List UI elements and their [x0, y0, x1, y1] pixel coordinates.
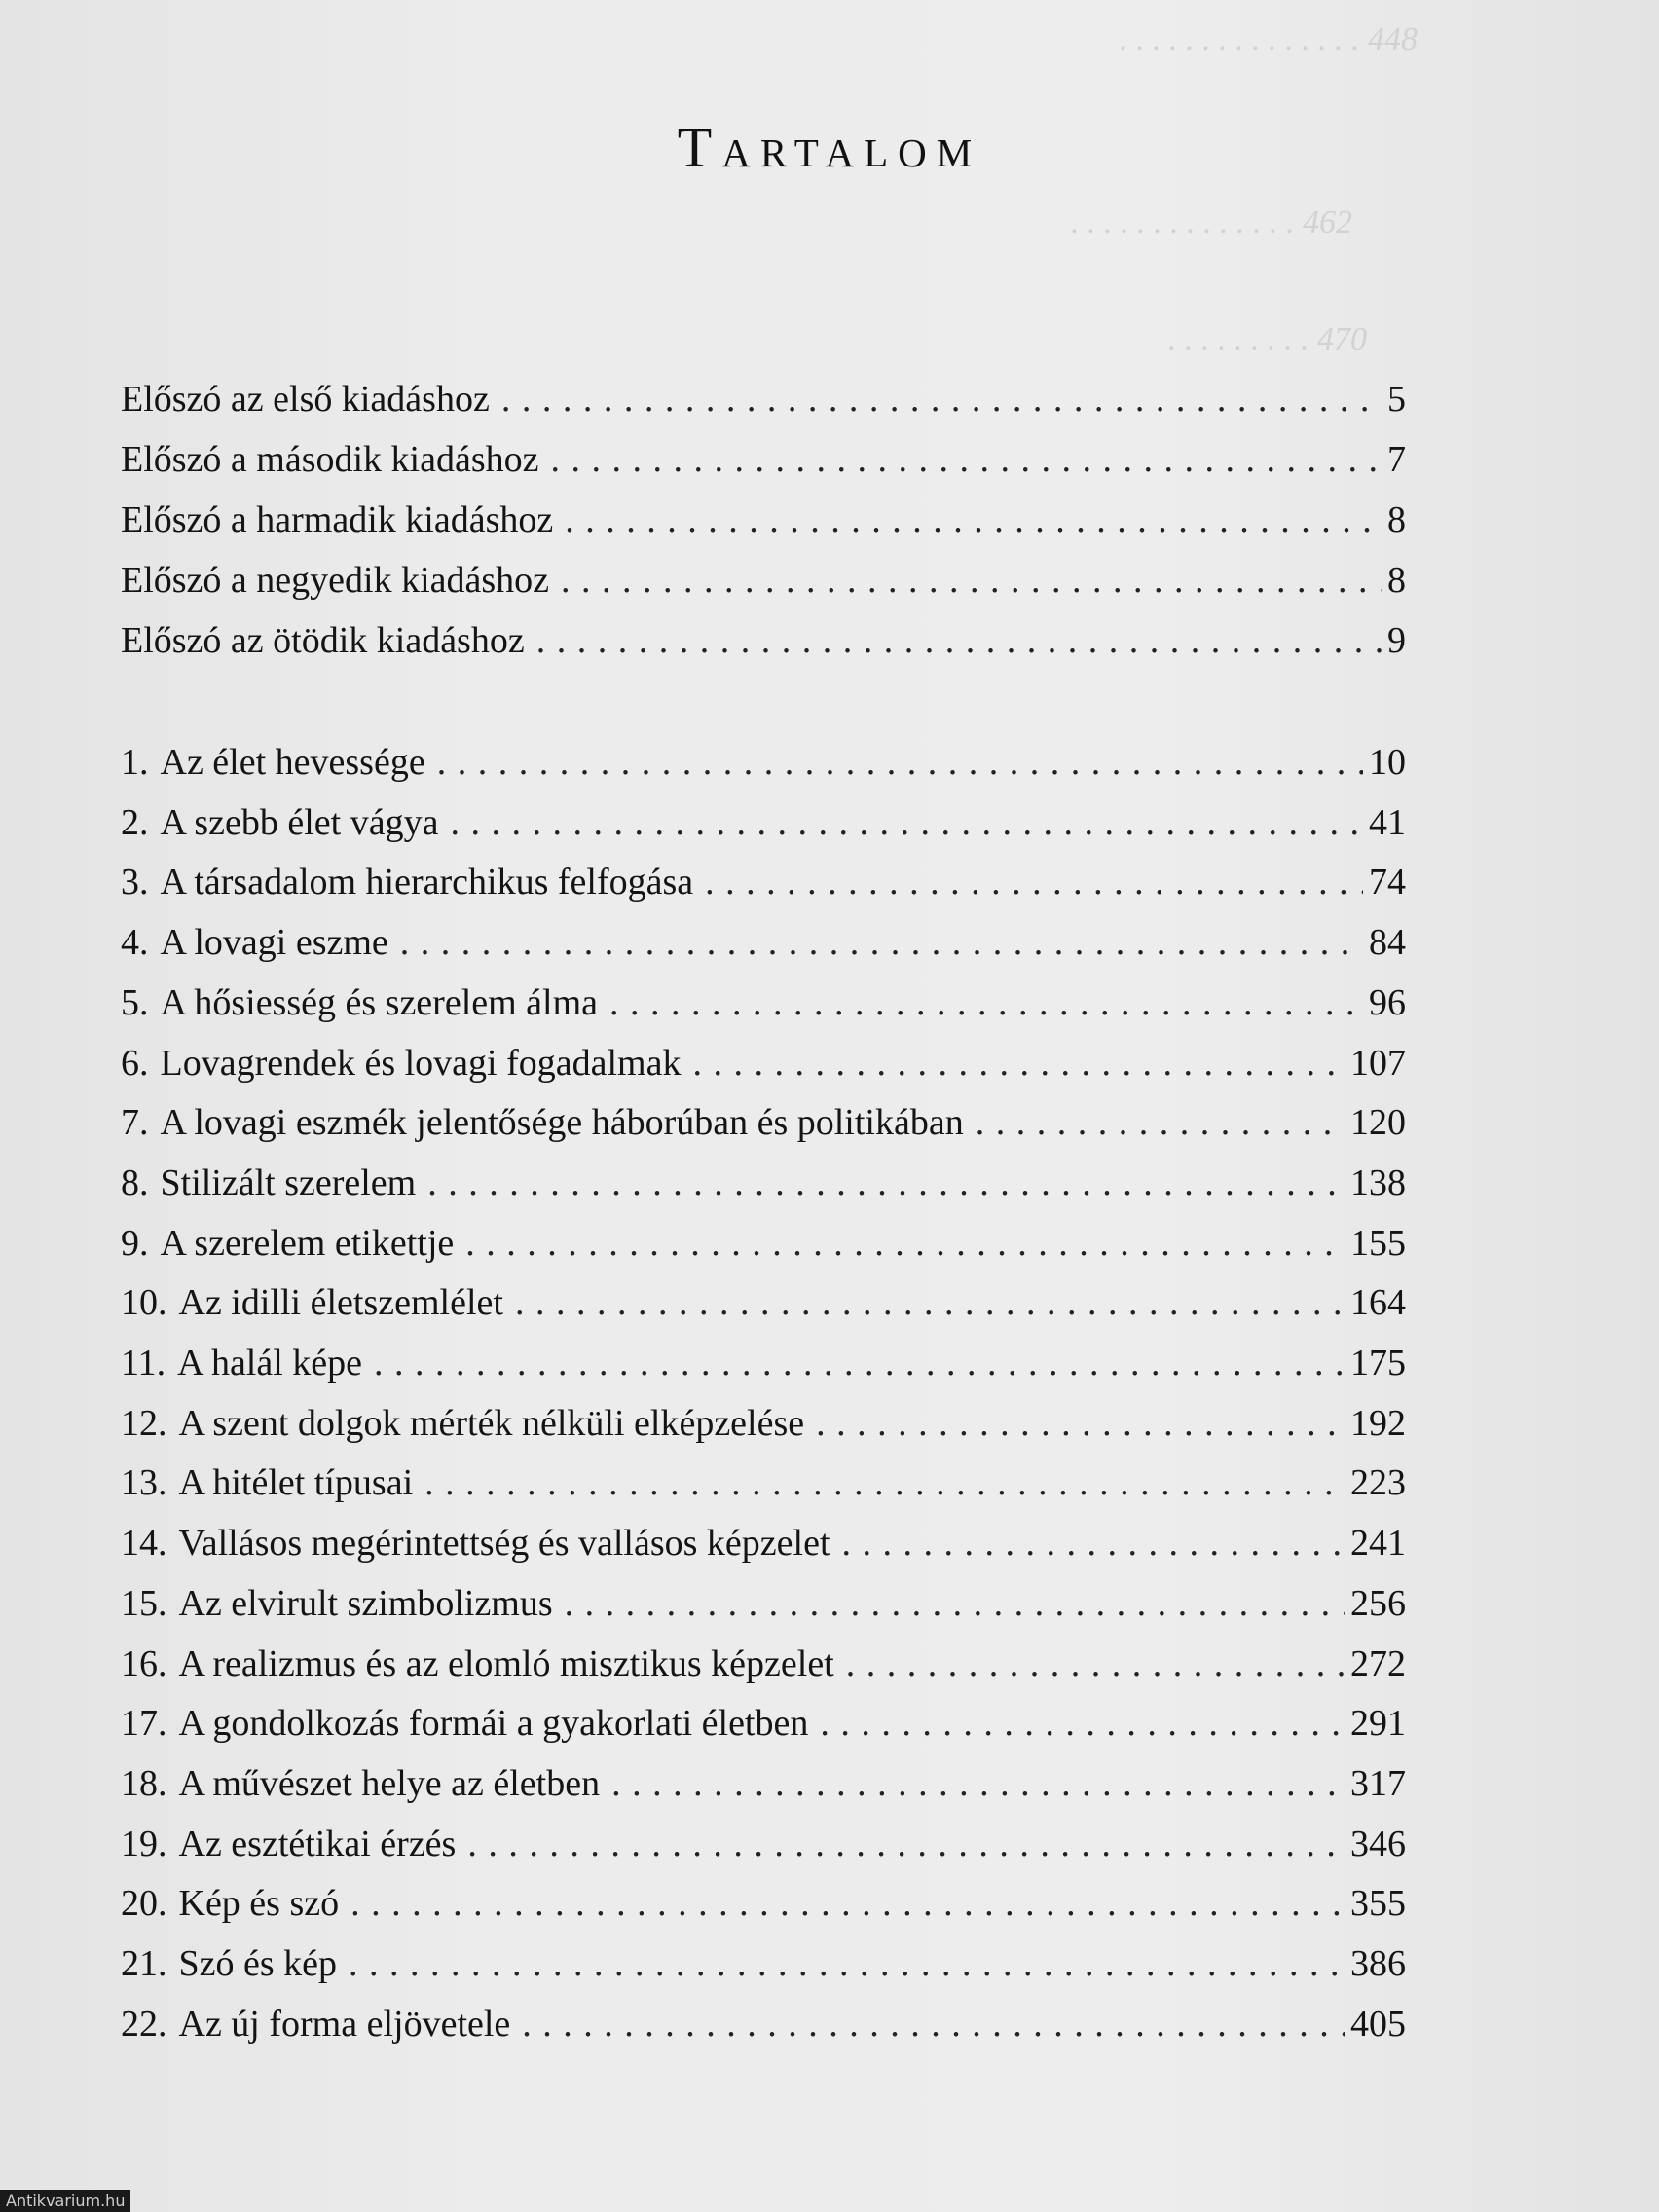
dot-leader [374, 1340, 1345, 1386]
toc-entry-label: Előszó a második kiadáshoz [121, 439, 539, 480]
toc-entry-label: A hősiesség és szerelem álma [160, 981, 599, 1023]
bleed-through-text: . . . . . . . . . . . . . . . 448 [1120, 21, 1418, 57]
toc-entry-label: Előszó az első kiadáshoz [121, 379, 490, 420]
chapter-number: 20. [121, 1883, 167, 1925]
chapter-number: 2. [121, 801, 149, 843]
dot-leader [515, 1279, 1345, 1326]
toc-entry-label: Az idilli életszemlélet [178, 1282, 503, 1324]
toc-entry-chapter [121, 1520, 1406, 1567]
toc-page-number: 405 [1350, 2003, 1406, 2045]
chapter-number: 4. [121, 922, 149, 964]
toc-entry-label: A hitélet típusai [178, 1462, 414, 1504]
dot-leader [522, 2001, 1345, 2047]
chapter-number: 13. [121, 1462, 167, 1504]
toc-entry-preface [121, 617, 1406, 664]
chapter-number: 9. [121, 1222, 149, 1264]
dot-leader [465, 1220, 1345, 1267]
toc-page-number: 355 [1350, 1883, 1406, 1925]
toc-page-number: 74 [1369, 862, 1406, 903]
chapter-number: 6. [121, 1042, 149, 1084]
dot-leader [400, 919, 1363, 966]
toc-entry-label: Előszó a negyedik kiadáshoz [121, 560, 550, 601]
dot-leader [609, 979, 1363, 1026]
toc-entry-chapter [121, 859, 1406, 905]
dot-leader [692, 1040, 1345, 1087]
chapter-number: 3. [121, 862, 149, 903]
dot-leader [424, 1459, 1345, 1506]
toc-page-number: 256 [1350, 1582, 1406, 1624]
dot-leader [565, 1580, 1345, 1627]
dot-leader [820, 1700, 1345, 1747]
toc-page-number: 386 [1350, 1943, 1406, 1984]
toc-page-number: 346 [1350, 1823, 1406, 1864]
dot-leader [551, 436, 1382, 483]
chapter-number: 18. [121, 1762, 167, 1804]
toc-entry-chapter [121, 1880, 1406, 1927]
toc-entry-label: Kép és szó [178, 1883, 340, 1925]
toc-page-number: 5 [1387, 379, 1406, 420]
toc-entry-chapter [121, 1099, 1406, 1146]
bleed-through-text: . . . . . . . . . . . . . . 462 [1071, 204, 1352, 240]
dot-leader [536, 617, 1382, 664]
page-title: Tartalom [677, 116, 982, 179]
toc-entry-label: A lovagi eszme [160, 922, 388, 964]
toc-entry-label: Az esztétikai érzés [178, 1823, 457, 1864]
dot-leader [467, 1821, 1345, 1867]
toc-entry-chapter [121, 1340, 1406, 1386]
toc-page-number: 138 [1350, 1161, 1406, 1203]
toc-page-number: 223 [1350, 1462, 1406, 1504]
toc-entry-chapter [121, 1821, 1406, 1867]
dot-leader [450, 799, 1363, 846]
chapter-number: 5. [121, 981, 149, 1023]
dot-leader [976, 1099, 1345, 1146]
toc-entry-label: A szebb élet vágya [160, 801, 439, 843]
toc-entry-label: A szent dolgok mérték nélküli elképzelése [178, 1402, 805, 1444]
toc-entry-preface [121, 497, 1406, 543]
toc-page-number: 8 [1387, 499, 1406, 540]
watermark-logo: Antikvarium.hu [0, 2190, 130, 2212]
toc-page-number: 241 [1350, 1523, 1406, 1565]
toc-entry-preface [121, 376, 1406, 423]
dot-leader [565, 497, 1382, 543]
toc-entry-label: A művészet helye az életben [178, 1762, 601, 1804]
chapter-number: 12. [121, 1402, 167, 1444]
toc-entry-label: Az új forma eljövetele [178, 2003, 511, 2045]
toc-page-number: 317 [1350, 1762, 1406, 1804]
chapter-number: 14. [121, 1523, 167, 1565]
toc-entry-label: Az élet hevessége [160, 742, 425, 783]
toc-entry-label: A gondolkozás formái a gyakorlati életben [178, 1703, 809, 1745]
toc-page-number: 175 [1350, 1343, 1406, 1383]
chapter-number: 10. [121, 1282, 167, 1324]
chapter-number: 1. [121, 742, 149, 783]
toc-entry-chapter [121, 1160, 1406, 1206]
dot-leader [816, 1400, 1345, 1447]
toc-entry-chapter [121, 1580, 1406, 1627]
toc-page-number: 120 [1350, 1102, 1406, 1144]
toc-entry-label: A társadalom hierarchikus felfogása [160, 862, 694, 903]
dot-leader [501, 376, 1382, 423]
chapter-number: 15. [121, 1582, 167, 1624]
toc-entry-chapter [121, 1700, 1406, 1747]
toc-entry-chapter [121, 1040, 1406, 1087]
toc-page-number: 291 [1350, 1703, 1406, 1745]
toc-entry-chapter [121, 739, 1406, 786]
toc-page-number: 8 [1387, 560, 1406, 601]
toc-page-number: 164 [1350, 1282, 1406, 1324]
toc-entry-chapter [121, 1940, 1406, 1987]
toc-entry-chapter [121, 919, 1406, 966]
toc-entry-label: A szerelem etikettje [160, 1222, 455, 1264]
toc-page-number: 84 [1369, 922, 1406, 964]
chapter-number: 21. [121, 1943, 167, 1984]
toc-entry-chapter [121, 2001, 1406, 2047]
chapter-number: 11. [121, 1343, 166, 1383]
toc-entry-chapter [121, 979, 1406, 1026]
chapter-number: 22. [121, 2003, 167, 2045]
toc-entry-label: Lovagrendek és lovagi fogadalmak [160, 1042, 682, 1084]
toc-entry-preface [121, 557, 1406, 604]
toc-entry-label: A lovagi eszmék jelentősége háborúban és politikában [160, 1102, 964, 1144]
toc-entry-label: A halál képe [177, 1343, 363, 1383]
dot-leader [842, 1520, 1345, 1567]
toc-page-number: 96 [1369, 981, 1406, 1023]
dot-leader [611, 1760, 1345, 1807]
toc-entry-chapter [121, 799, 1406, 846]
toc-page-number: 155 [1350, 1222, 1406, 1264]
toc-entry-label: Szó és kép [178, 1943, 338, 1984]
bleed-through-text: . . . . . . . . . 470 [1168, 321, 1367, 357]
toc-entry-label: Előszó az ötödik kiadáshoz [121, 620, 525, 661]
dot-leader [350, 1880, 1345, 1927]
toc-entry-chapter [121, 1760, 1406, 1807]
toc-page-number: 7 [1387, 439, 1406, 480]
toc-entry-preface [121, 436, 1406, 483]
dot-leader [846, 1641, 1345, 1687]
toc-page-number: 41 [1369, 801, 1406, 843]
chapter-number: 17. [121, 1703, 167, 1745]
chapter-number: 19. [121, 1823, 167, 1864]
toc-entry-label: Az elvirult szimbolizmus [178, 1582, 553, 1624]
toc-entry-chapter [121, 1641, 1406, 1687]
dot-leader [437, 739, 1363, 786]
dot-leader [427, 1160, 1345, 1206]
toc-entry-label: Stilizált szerelem [160, 1161, 417, 1203]
chapter-number: 7. [121, 1102, 149, 1144]
toc-entry-label: Vallásos megérintettség és vallásos képzelet [178, 1523, 830, 1565]
toc-page-number: 107 [1350, 1042, 1406, 1084]
toc-page-number: 272 [1350, 1642, 1406, 1684]
dot-leader [705, 859, 1363, 905]
toc-entry-label: Előszó a harmadik kiadáshoz [121, 499, 554, 540]
toc-page-number: 9 [1387, 620, 1406, 661]
toc-entry-chapter [121, 1220, 1406, 1267]
toc-entry-chapter [121, 1459, 1406, 1506]
toc-entry-chapter [121, 1400, 1406, 1447]
dot-leader [349, 1940, 1345, 1987]
toc-page-number: 10 [1369, 742, 1406, 783]
chapter-number: 8. [121, 1161, 149, 1203]
toc-page-number: 192 [1350, 1402, 1406, 1444]
dot-leader [561, 557, 1382, 604]
toc-entry-chapter [121, 1279, 1406, 1326]
chapter-number: 16. [121, 1642, 167, 1684]
toc-entry-label: A realizmus és az elomló misztikus képzelet [178, 1642, 834, 1684]
